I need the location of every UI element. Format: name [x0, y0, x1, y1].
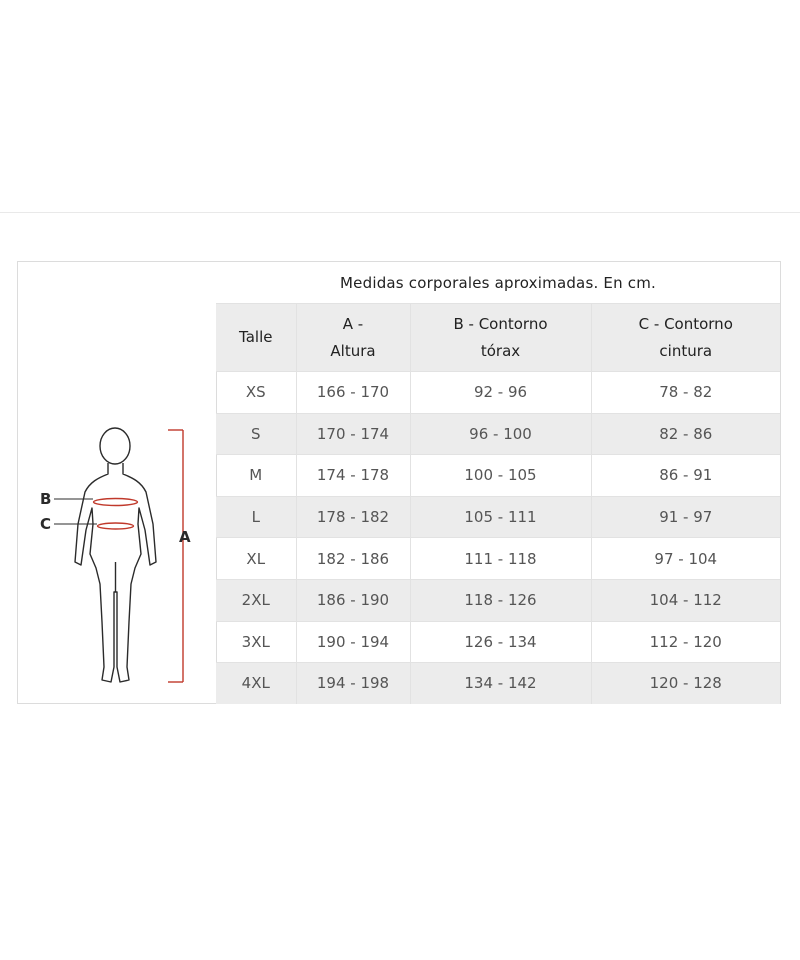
waist-cell: 86 - 91: [591, 455, 780, 497]
size-cell: 3XL: [216, 621, 296, 663]
header-size-label: Talle: [239, 328, 273, 346]
chest-cell: 100 - 105: [410, 455, 591, 497]
table-row: [216, 496, 780, 538]
size-cell: M: [216, 455, 296, 497]
marker-c-label: C: [40, 515, 52, 533]
measure-lines: [94, 430, 184, 682]
marker-b-label: B: [40, 490, 52, 508]
body-figure-panel: [18, 262, 217, 703]
chest-cell: 92 - 96: [410, 372, 591, 414]
waist-cell: 97 - 104: [591, 538, 780, 580]
height-cell: 194 - 198: [296, 663, 410, 704]
size-cell: L: [216, 496, 296, 538]
table-row: [216, 579, 780, 621]
marker-a-label: A: [179, 528, 191, 546]
chest-cell: 111 - 118: [410, 538, 591, 580]
table-row: [216, 538, 780, 580]
size-cell: XS: [216, 372, 296, 414]
header-chest-line1: B - Contorno: [453, 314, 548, 333]
table-row: [216, 455, 780, 497]
chest-cell: 118 - 126: [410, 579, 591, 621]
top-divider: [0, 212, 800, 213]
table-header-row: [216, 304, 780, 372]
header-chest-line2: tórax: [480, 341, 521, 360]
header-chest: [410, 304, 591, 372]
size-chart: [17, 261, 781, 704]
header-waist-line1: C - Contorno: [638, 314, 733, 333]
header-height-line1: A -: [342, 314, 364, 333]
table-row: [216, 663, 780, 704]
waist-cell: 78 - 82: [591, 372, 780, 414]
table-body: [216, 372, 780, 704]
chest-cell: 96 - 100: [410, 413, 591, 455]
waist-cell: 82 - 86: [591, 413, 780, 455]
height-cell: 186 - 190: [296, 579, 410, 621]
body-outline: [75, 428, 156, 682]
waist-cell: 104 - 112: [591, 579, 780, 621]
chest-cell: 105 - 111: [410, 496, 591, 538]
table-row: [216, 621, 780, 663]
waist-cell: 112 - 120: [591, 621, 780, 663]
table-row: [216, 372, 780, 414]
table-row: [216, 413, 780, 455]
height-cell: 182 - 186: [296, 538, 410, 580]
size-cell: S: [216, 413, 296, 455]
header-size: [216, 304, 296, 372]
body-figure-illustration: [18, 262, 216, 703]
chest-cell: 134 - 142: [410, 663, 591, 704]
size-table: [216, 262, 780, 704]
waist-cell: 120 - 128: [591, 663, 780, 704]
height-cell: 170 - 174: [296, 413, 410, 455]
header-height-line2: Altura: [330, 341, 376, 360]
header-waist: [591, 304, 780, 372]
header-height: [296, 304, 410, 372]
table-title: Medidas corporales aproximadas. En cm.: [216, 262, 780, 304]
size-cell: 4XL: [216, 663, 296, 704]
header-waist-line2: cintura: [659, 341, 713, 360]
height-cell: 178 - 182: [296, 496, 410, 538]
height-cell: 174 - 178: [296, 455, 410, 497]
height-cell: 166 - 170: [296, 372, 410, 414]
waist-cell: 91 - 97: [591, 496, 780, 538]
chest-cell: 126 - 134: [410, 621, 591, 663]
height-cell: 190 - 194: [296, 621, 410, 663]
size-cell: 2XL: [216, 579, 296, 621]
size-cell: XL: [216, 538, 296, 580]
table-title-row: [216, 262, 780, 304]
